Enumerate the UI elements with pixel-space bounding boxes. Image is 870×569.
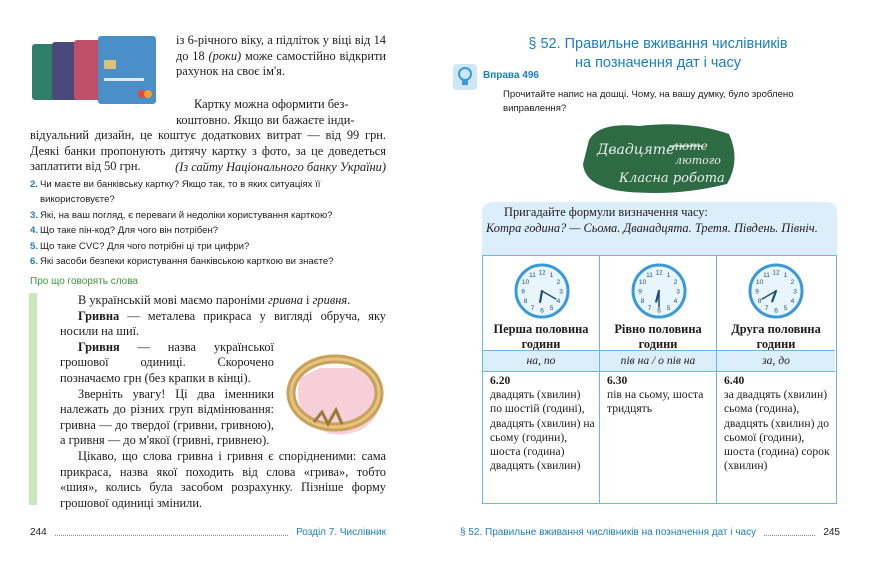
- question-number: 4.: [30, 225, 39, 237]
- svg-text:12: 12: [772, 269, 780, 277]
- card-price-text-2: коштовно. Якщо ви бажаєте інди-: [176, 112, 355, 127]
- svg-text:5: 5: [783, 304, 788, 312]
- section-title-line1: § 52. Правильне вживання числівників: [528, 36, 788, 52]
- svg-text:6: 6: [656, 307, 661, 315]
- clock-icon: [747, 262, 805, 320]
- svg-text:12: 12: [654, 269, 663, 277]
- question-text: Що таке CVC? Для чого потрібні ці три цифри?: [40, 240, 250, 252]
- hryvna-necklace-image: [280, 338, 390, 440]
- etymology-paragraph: Цікаво, що слова гривна і гривня є спорідненими: сама прикраса, назва якої походить від слова «грива», тобто «шия», колись була засобом розрахунку. Пізніше форму грошової одиниці змінили.: [60, 448, 386, 510]
- section-title-line2: на позначення дат і часу: [574, 55, 741, 71]
- question-item: [30, 177, 388, 208]
- question-text: Що таке пін-код? Для чого він потрібен?: [40, 225, 219, 237]
- svg-text:1: 1: [666, 272, 670, 280]
- page-number-left: 244: [30, 527, 47, 538]
- svg-text:7: 7: [530, 304, 534, 312]
- svg-text:4: 4: [673, 298, 677, 305]
- question-item: [30, 223, 388, 238]
- card-price-text-rest: відуальний дизайн, це коштує додаткових витрат — від 99 грн. Деякі банки пропонують дитячу картку з фото, за це доведеться заплатити від 50 грн.: [30, 128, 386, 174]
- time-column: [600, 256, 717, 503]
- board-word-2: Класна робота: [619, 171, 725, 186]
- footer-dots: [55, 529, 288, 536]
- svg-text:11: 11: [528, 272, 536, 280]
- column-prepositions: за, до: [717, 350, 835, 372]
- recall-text: [486, 205, 831, 236]
- section-title: [488, 35, 828, 73]
- example-text: пів на сьому, шоста тридцять: [607, 388, 704, 416]
- recall-examples: Котра година? — Сьома. Дванадцята. Третя. Південь. Північ.: [486, 220, 818, 235]
- exercise-task: Прочитайте напис на дошці. Чому, на вашу думку, було зроблено виправлення?: [503, 89, 794, 114]
- svg-text:11: 11: [645, 272, 653, 280]
- exercise-label: Вправа 496: [483, 70, 539, 81]
- column-example: [724, 374, 831, 473]
- svg-text:5: 5: [549, 304, 553, 312]
- svg-text:7: 7: [764, 304, 769, 312]
- svg-text:1: 1: [549, 272, 553, 280]
- question-number: 6.: [30, 256, 39, 268]
- svg-text:9: 9: [637, 288, 642, 296]
- chapter-title: Розділ 7. Числівник: [296, 527, 386, 538]
- svg-text:2: 2: [673, 279, 677, 286]
- footer-section-title: § 52. Правильне вживання числівників на позначення дат і часу: [460, 527, 757, 538]
- question-item: [30, 254, 388, 269]
- board-correction: лютого: [675, 154, 721, 167]
- page-number-right: 245: [823, 527, 840, 538]
- lightbulb-icon: [453, 64, 477, 90]
- question-text: Які, на ваш погляд, є переваги й недоліки користування карткою?: [40, 209, 333, 221]
- question-text: Які засоби безпеки користування банківською карткою ви знаєте?: [40, 256, 334, 268]
- svg-text:8: 8: [757, 298, 762, 305]
- column-header: Перша половина години: [493, 322, 589, 351]
- svg-text:3: 3: [793, 288, 797, 296]
- recall-title: Пригадайте формули визначення часу:: [504, 205, 708, 219]
- board-struck-word: люте: [671, 139, 708, 153]
- example-time: 6.40: [724, 374, 745, 387]
- column-example: [490, 374, 595, 473]
- question-list: [30, 177, 388, 269]
- svg-text:4: 4: [790, 298, 795, 305]
- svg-text:10: 10: [521, 279, 529, 286]
- example-text: за двадцять (хвилин) сьома (година), двадцять (хвилин) до сьомої (години), шоста (година) сорок (хвилин): [724, 388, 830, 473]
- sidebar-accent: [29, 293, 37, 505]
- svg-text:3: 3: [675, 288, 680, 296]
- question-number: 5.: [30, 240, 39, 252]
- question-text: Чи маєте ви банківську картку? Якщо так, то в яких ситуаціях її використовуєте?: [40, 179, 321, 206]
- card-price-text-start: Картку можна оформити без-: [194, 97, 349, 111]
- clock-icon: [630, 262, 688, 320]
- clock-icon: [513, 262, 571, 320]
- left-footer: [30, 527, 386, 538]
- svg-text:8: 8: [640, 298, 644, 305]
- svg-text:8: 8: [523, 298, 527, 305]
- question-number: 3.: [30, 209, 39, 221]
- right-footer: [460, 527, 840, 538]
- svg-text:10: 10: [755, 279, 764, 286]
- svg-text:1: 1: [783, 272, 788, 280]
- intro-paragraph: із 6-річного віку, а підліток у віці від 14 до 18 (роки) може самостійно відкрити рахунок на своє ім'я.: [176, 33, 387, 79]
- chalkboard-image: [579, 120, 741, 195]
- hryvnia-definition: Гривня — назва української грошової одиниці. Скорочено позначаємо грн (без крапки в кінці).: [60, 339, 274, 385]
- time-column: [717, 256, 835, 503]
- bank-cards-image: [30, 36, 158, 106]
- column-example: [607, 374, 712, 417]
- column-prepositions: пів на / о пів на: [600, 350, 716, 372]
- source-line: (Із сайту Національного банку України): [175, 160, 386, 174]
- footer-dots-right: [764, 529, 815, 536]
- svg-text:10: 10: [638, 279, 646, 286]
- time-table: [482, 255, 837, 504]
- question-item: [30, 239, 388, 254]
- board-word-1: Двадцяте: [597, 142, 675, 158]
- time-column: [483, 256, 600, 503]
- svg-text:12: 12: [537, 269, 546, 277]
- svg-text:3: 3: [558, 288, 563, 296]
- column-prepositions: на, по: [483, 350, 599, 372]
- paronyms-paragraph: В українській мові маємо пароніми гривна і гривня.: [78, 293, 351, 307]
- attention-paragraph: Зверніть увагу! Ці два іменники належать до різних груп відмінювання: гривна — до твердої (гривни, гривною), а гривня — до м'якої (гривні, гривнею).: [60, 386, 274, 448]
- column-header: Рівно половина години: [614, 322, 702, 351]
- svg-text:9: 9: [755, 288, 759, 296]
- example-text: двадцять (хвилин) по шостій (годині), двадцять (хвилин) на сьому (години), шоста (година) двадцять (хвилин): [490, 388, 595, 473]
- example-time: 6.20: [490, 374, 511, 387]
- section-subheading: Про що говорять слова: [30, 276, 138, 287]
- question-item: [30, 208, 388, 223]
- svg-text:7: 7: [647, 304, 651, 312]
- svg-text:6: 6: [774, 307, 778, 315]
- svg-text:6: 6: [539, 307, 544, 315]
- svg-text:5: 5: [666, 304, 670, 312]
- svg-text:9: 9: [520, 288, 525, 296]
- column-header: Друга половина години: [731, 322, 821, 351]
- svg-text:2: 2: [556, 279, 560, 286]
- svg-text:11: 11: [763, 272, 770, 280]
- svg-text:4: 4: [556, 298, 560, 305]
- svg-text:2: 2: [790, 279, 795, 286]
- example-time: 6.30: [607, 374, 628, 387]
- hryvna-definition: Гривна — металева прикраса у вигляді обруча, яку носили на шиї.: [60, 308, 386, 339]
- question-number: 2.: [30, 179, 39, 190]
